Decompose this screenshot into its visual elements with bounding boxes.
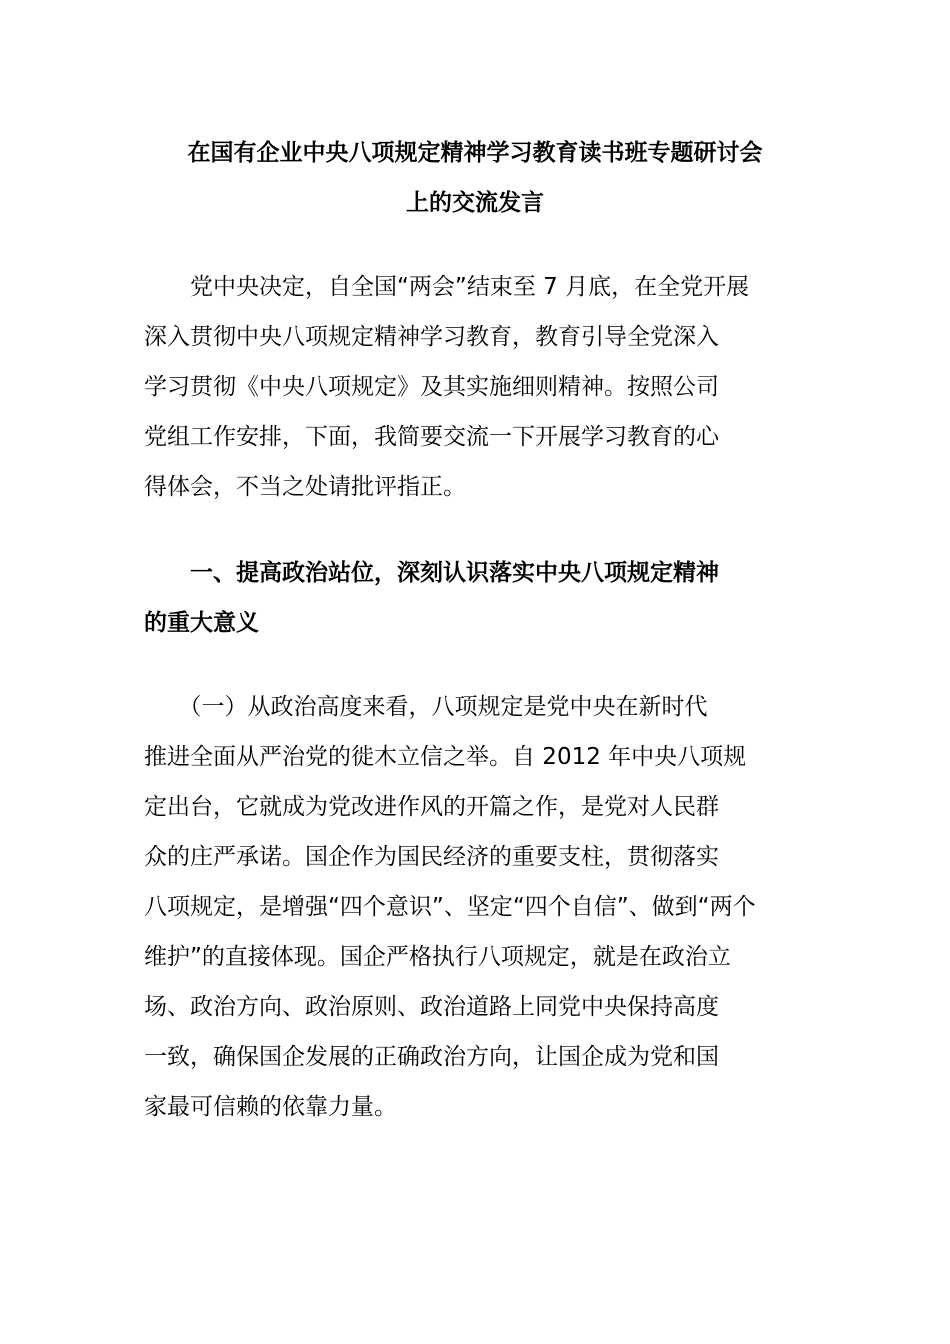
- text-line: 党组工作安排，下面，我简要交流一下开展学习教育的心: [144, 424, 719, 450]
- body-paragraph: [144, 682, 756, 1132]
- text-line: 党中央决定，自全国“两会”结束至 7 月底，在全党开展: [144, 274, 750, 300]
- title-line: 在国有企业中央八项规定精神学习教育读书班专题研讨会: [187, 140, 763, 166]
- text-line: 定出台，它就成为党改进作风的开篇之作，是党对人民群: [144, 794, 719, 820]
- text-line: 得体会，不当之处请批评指正。: [144, 474, 466, 500]
- text-line: 场、政治方向、政治原则、政治道路上同党中央保持高度: [144, 994, 719, 1020]
- title-line: 上的交流发言: [406, 190, 544, 216]
- heading-line: 的重大意义: [144, 610, 259, 636]
- text-line: 推进全面从严治党的徙木立信之举。自 2012 年中央八项规: [144, 744, 747, 770]
- text-line: 学习贯彻《中央八项规定》及其实施细则精神。按照公司: [144, 374, 719, 400]
- text-line: 深入贯彻中央八项规定精神学习教育，教育引导全党深入: [144, 324, 719, 350]
- text-line: 家最可信赖的依靠力量。: [144, 1094, 397, 1120]
- text-line: 八项规定，是增强“四个意识”、坚定“四个自信”、做到“两个: [144, 894, 756, 920]
- text-line: （一）从政治高度来看，八项规定是党中央在新时代: [144, 694, 708, 720]
- intro-paragraph: [144, 262, 749, 512]
- text-line: 维护”的直接体现。国企严格执行八项规定，就是在政治立: [144, 944, 731, 970]
- text-line: 众的庄严承诺。国企作为国民经济的重要支柱，贯彻落实: [144, 844, 719, 870]
- document-title: [140, 128, 810, 228]
- heading-line: 一、提高政治站位，深刻认识落实中央八项规定精神: [144, 560, 719, 586]
- section-heading: [144, 548, 719, 648]
- text-line: 一致，确保国企发展的正确政治方向，让国企成为党和国: [144, 1044, 719, 1070]
